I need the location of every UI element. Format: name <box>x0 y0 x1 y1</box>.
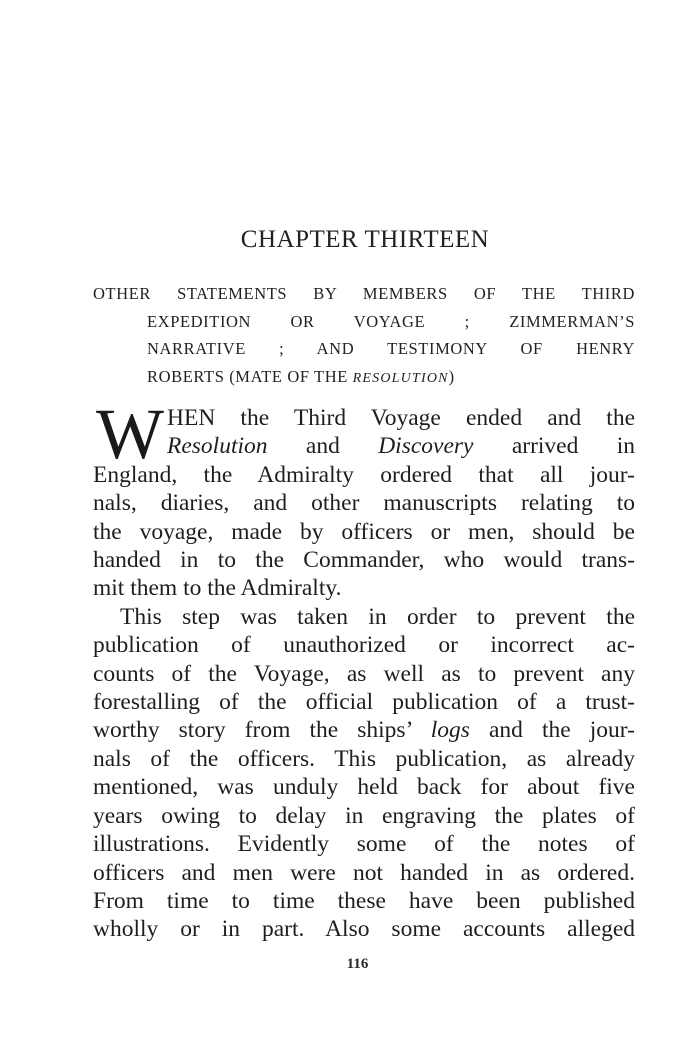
text-line: handed in to the Commander, who would trans- <box>93 547 635 574</box>
text-line: nals of the officers. This publication, as already <box>93 745 635 772</box>
text-line: officers and men were not handed in as ordered. <box>93 859 635 886</box>
text-line: From time to time these have been published <box>93 887 635 914</box>
page-number: 116 <box>346 956 369 972</box>
chapter-title: CHAPTER THIRTEEN <box>240 226 490 253</box>
ship-name-italic: Resolution <box>167 433 268 460</box>
body-text <box>93 394 635 944</box>
text-line: mit them to the Admiralty. <box>93 575 342 602</box>
ship-name-italic: RESOLUTION <box>352 370 449 386</box>
text-span: arrived in <box>473 433 635 460</box>
text-line: illustrations. Evidently some of the notes of <box>93 831 635 858</box>
logs-italic: logs <box>430 717 470 744</box>
text-line: HEN the Third Voyage ended and the <box>167 405 635 431</box>
chapter-summary <box>93 280 635 392</box>
summary-text: ROBERTS (MATE OF THE <box>147 366 353 386</box>
summary-line: NARRATIVE ; AND TESTIMONY OF HENRY <box>147 339 635 358</box>
text-line: England, the Admiralty ordered that all jour- <box>93 461 635 488</box>
text-line: This step was taken in order to prevent the <box>120 603 635 630</box>
text-line: publication of unauthorized or incorrect ac- <box>93 632 635 659</box>
drop-cap: W <box>96 394 164 474</box>
text-line <box>93 432 635 460</box>
text-line: wholly or in part. Also some accounts alleged <box>93 916 635 943</box>
summary-text: ) <box>448 366 455 386</box>
text-line <box>93 716 635 744</box>
text-line: forestalling of the official publication of a trust- <box>93 689 635 716</box>
text-span: and the jour- <box>469 717 635 744</box>
text-line: counts of the Voyage, as well as to prevent any <box>93 660 635 687</box>
text-span: worthy story from the ships’ <box>93 717 431 744</box>
text-line: mentioned, was unduly held back for about five <box>93 774 635 801</box>
summary-line: OTHER STATEMENTS BY MEMBERS OF THE THIRD <box>93 284 635 303</box>
text-line: years owing to delay in engraving the plates of <box>93 802 635 829</box>
text-line: nals, diaries, and other manuscripts relating to <box>93 490 635 517</box>
text-span: and <box>267 433 379 460</box>
ship-name-italic: Discovery <box>378 433 474 460</box>
text-line: the voyage, made by officers or men, should be <box>93 518 635 545</box>
summary-line: EXPEDITION OR VOYAGE ; ZIMMERMAN’S <box>147 311 635 331</box>
summary-line <box>93 363 635 393</box>
